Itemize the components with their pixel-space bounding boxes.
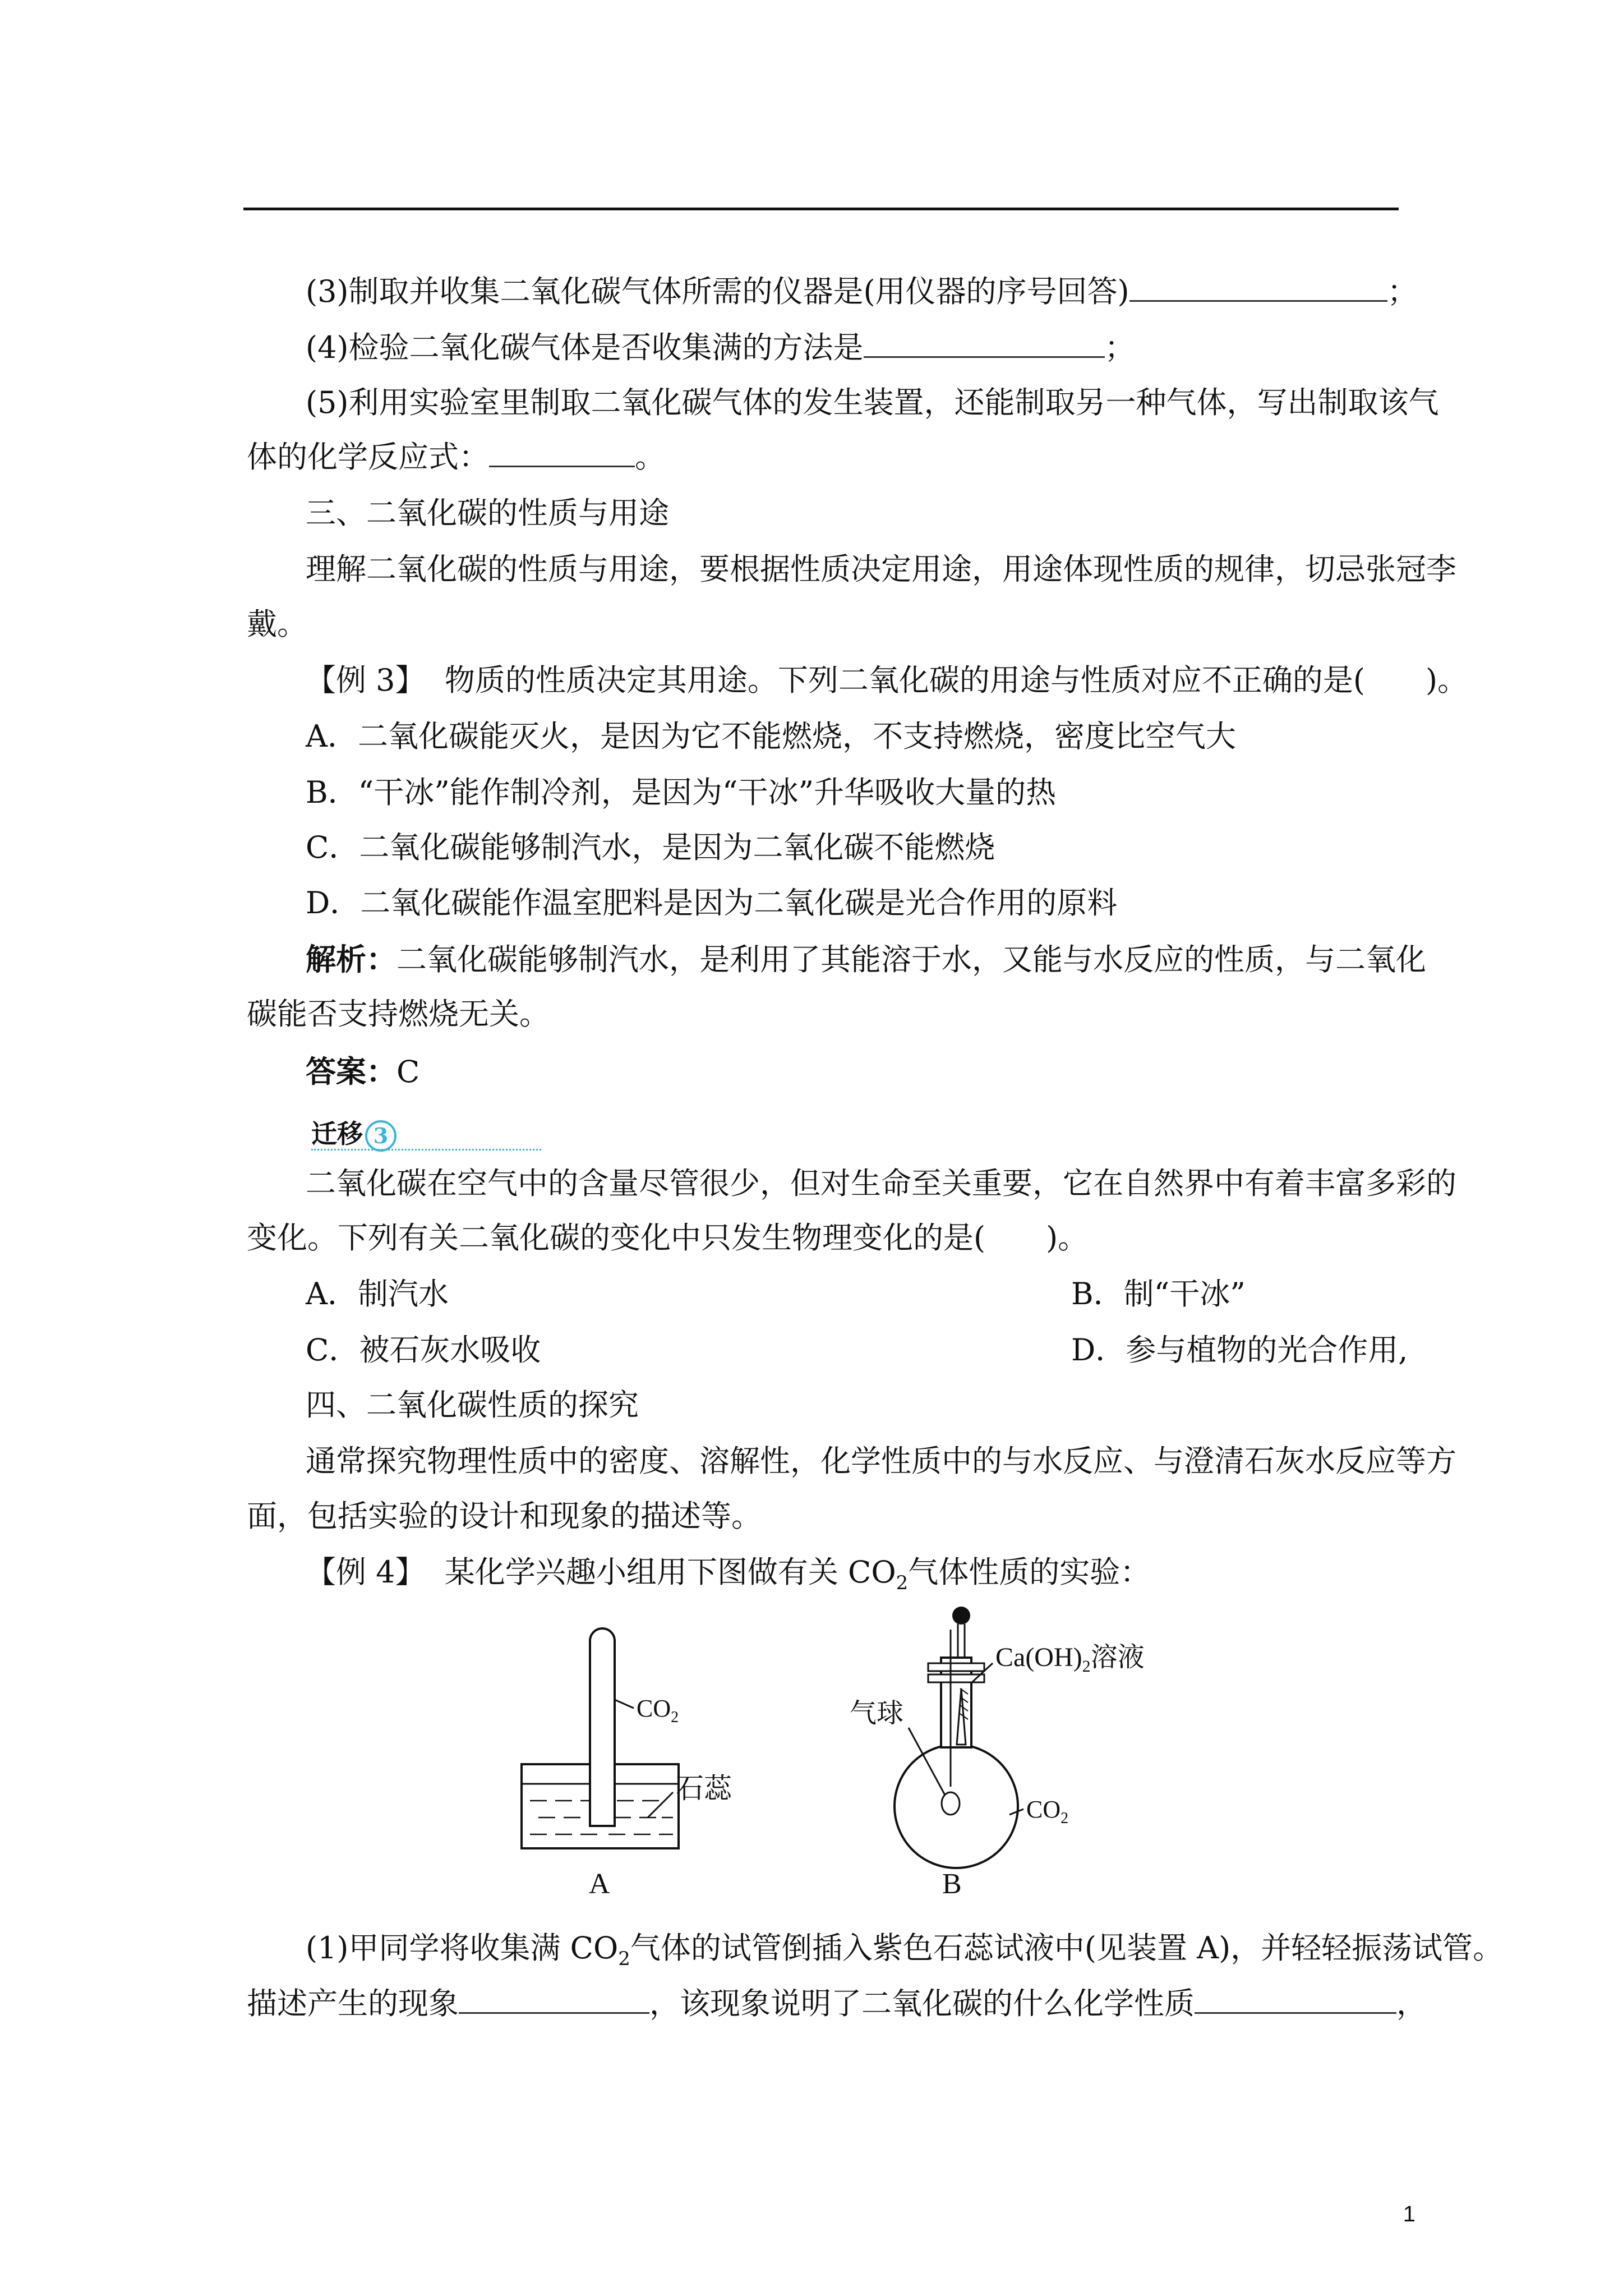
migrate-paragraph-line-2: 变化。下列有关二氧化碳的变化中只发生物理变化的是( )。 bbox=[247, 1220, 1089, 1255]
migrate-number-badge: 3 bbox=[365, 1120, 396, 1152]
analysis-line-2: 碳能否支持燃烧无关。 bbox=[247, 996, 550, 1032]
example-3-option-a: A．二氧化碳能灭火，是因为它不能燃烧，不支持燃烧，密度比空气大 bbox=[306, 719, 1236, 754]
apparatus-b bbox=[850, 1607, 1145, 1900]
part-1-text-start: (1)甲同学将收集满 CO bbox=[306, 1930, 619, 1966]
co2-pointer-a bbox=[615, 1700, 634, 1708]
answer-line bbox=[306, 1052, 1472, 1092]
migrate-option-a: A．制汽水 bbox=[306, 1276, 449, 1312]
migrate-option-b: B．制“干冰” bbox=[1071, 1276, 1246, 1312]
example-3-tag: 【例 3】 bbox=[306, 662, 426, 698]
label-caoh2: $Ca(OH)_2$溶液 bbox=[995, 1642, 1145, 1676]
migrate-label: 迁移 bbox=[311, 1119, 363, 1149]
example-3-option-b: B．“干冰”能作制冷剂，是因为“干冰”升华吸收大量的热 bbox=[306, 775, 1057, 810]
answer-value: C bbox=[396, 1054, 420, 1089]
label-co2-a: $CO_2$ bbox=[637, 1695, 679, 1726]
migrate-option-c: C．被石灰水吸收 bbox=[306, 1332, 541, 1368]
label-apparatus-b: B bbox=[942, 1868, 962, 1900]
question-3-end: ； bbox=[1387, 274, 1418, 309]
balloon bbox=[942, 1792, 960, 1815]
test-tube bbox=[590, 1628, 615, 1826]
question-5-line-1: (5)利用实验室里制取二氧化碳气体的发生装置，还能制取另一种气体，写出制取该气 bbox=[306, 385, 1439, 420]
section-3-paragraph-line-2: 戴。 bbox=[247, 606, 307, 642]
section-4-title: 四、二氧化碳性质的探究 bbox=[306, 1387, 639, 1423]
label-balloon: 气球 bbox=[850, 1699, 904, 1728]
question-5-text: 体的化学反应式： bbox=[247, 439, 489, 475]
answer-blank-q4[interactable] bbox=[864, 328, 1105, 358]
example-4-tag: 【例 4】 bbox=[306, 1554, 426, 1590]
question-3 bbox=[306, 272, 1472, 311]
example-3-text: 物质的性质决定其用途。下列二氧化碳的用途与性质对应不正确的是( )。 bbox=[444, 662, 1468, 698]
apparatus-a bbox=[522, 1628, 732, 1900]
answer-blank-q3[interactable] bbox=[1129, 272, 1387, 302]
analysis-label: 解析： bbox=[306, 941, 396, 977]
part-1-end: ， bbox=[1396, 1986, 1427, 2021]
page-number: 1 bbox=[1403, 2202, 1415, 2226]
experiment-figure bbox=[505, 1602, 1234, 1916]
question-4 bbox=[306, 328, 1472, 367]
example-3-option-c: C．二氧化碳能够制汽水，是因为二氧化碳不能燃烧 bbox=[306, 830, 995, 865]
migrate-options-row-2 bbox=[306, 1331, 1472, 1370]
analysis-line-1 bbox=[306, 940, 1472, 979]
litmus-pointer bbox=[648, 1792, 673, 1818]
question-3-text: (3)制取并收集二氧化碳气体所需的仪器是(用仪器的序号回答) bbox=[306, 274, 1129, 309]
example-4-subscript: 2 bbox=[896, 1571, 909, 1594]
label-co2-b: $CO_2$ bbox=[1026, 1796, 1069, 1827]
example-4-text-start: 某化学兴趣小组用下图做有关 CO bbox=[444, 1554, 896, 1590]
answer-label: 答案： bbox=[306, 1053, 396, 1089]
question-4-end: ； bbox=[1104, 330, 1135, 365]
part-1-subscript: 2 bbox=[618, 1947, 630, 1970]
question-5-line-2 bbox=[247, 438, 1413, 477]
label-apparatus-a: A bbox=[589, 1868, 610, 1900]
section-3-paragraph-line-1: 理解二氧化碳的性质与用途，要根据性质决定用途，用途体现性质的规律，切忌张冠李 bbox=[306, 551, 1456, 587]
analysis-text: 二氧化碳能够制汽水，是利用了其能溶于水，又能与水反应的性质，与二氧化 bbox=[396, 942, 1426, 977]
migrate-options-row-1 bbox=[306, 1274, 1472, 1314]
migrate-paragraph-line-1: 二氧化碳在空气中的含量尽管很少，但对生命至关重要，它在自然界中有着丰富多彩的 bbox=[306, 1166, 1456, 1201]
migrate-divider bbox=[311, 1149, 541, 1151]
section-4-paragraph-line-2: 面，包括实验的设计和现象的描述等。 bbox=[247, 1498, 762, 1534]
example-3-option-d: D．二氧化碳能作温室肥料是因为二氧化碳是光合作用的原料 bbox=[306, 885, 1118, 921]
migrate-option-d: D．参与植物的光合作用, bbox=[1071, 1332, 1408, 1368]
section-4-paragraph-line-1: 通常探究物理性质中的密度、溶解性，化学性质中的与水反应、与澄清石灰水反应等方 bbox=[306, 1443, 1456, 1479]
stopper-top bbox=[928, 1663, 984, 1671]
example-4-text-end: 气体性质的实验： bbox=[908, 1554, 1151, 1590]
header-rule bbox=[243, 208, 1399, 210]
answer-blank-property[interactable] bbox=[1195, 1984, 1396, 2014]
section-3-title: 三、二氧化碳的性质与用途 bbox=[306, 495, 669, 531]
round-flask bbox=[895, 1745, 1018, 1868]
part-1-line-2 bbox=[247, 1984, 1427, 2023]
label-litmus: 石蕊 bbox=[676, 1773, 732, 1804]
migrate-heading bbox=[311, 1114, 396, 1152]
question-5-end: 。 bbox=[635, 439, 665, 475]
part-1-line-1 bbox=[306, 1929, 1504, 1978]
part-1-question: ，该现象说明了二氧化碳的什么化学性质 bbox=[649, 1986, 1195, 2021]
example-4-question bbox=[306, 1553, 1472, 1603]
example-3-question bbox=[306, 661, 1472, 700]
answer-blank-q5[interactable] bbox=[489, 438, 635, 467]
answer-blank-phenomenon[interactable] bbox=[459, 1984, 649, 2014]
part-1-text-end: 气体的试管倒插入紫色石蕊试液中(见装置 A)，并轻轻振荡试管。 bbox=[630, 1930, 1504, 1966]
part-1-prompt: 描述产生的现象 bbox=[247, 1986, 459, 2021]
question-4-text: (4)检验二氧化碳气体是否收集满的方法是 bbox=[306, 330, 864, 365]
dropper-bulb bbox=[952, 1607, 970, 1625]
